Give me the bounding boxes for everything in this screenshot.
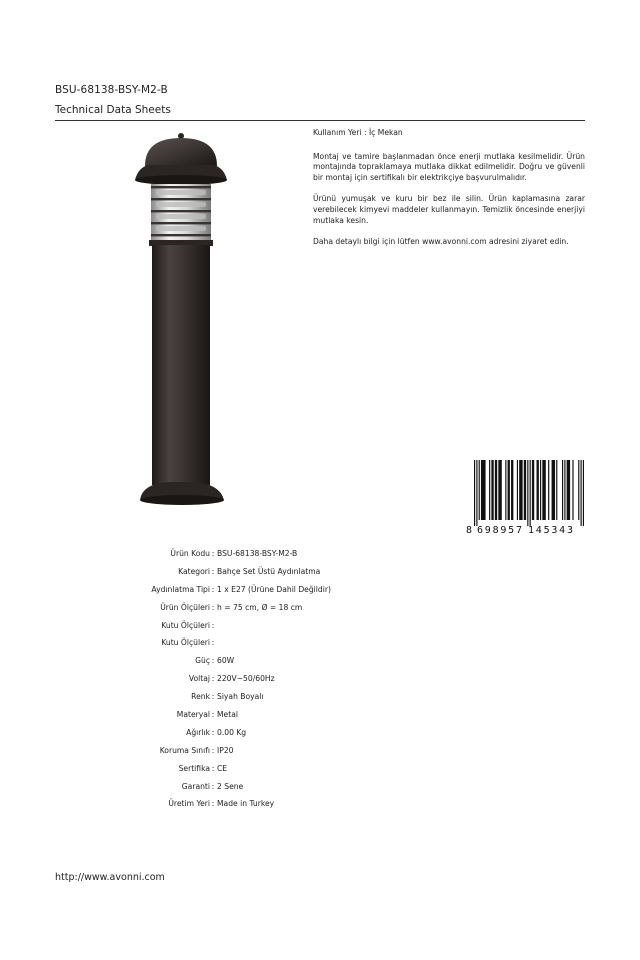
barcode-guard-bar [527, 460, 528, 526]
info-text-block [313, 128, 585, 258]
spec-value: BSU-68138-BSY-M2-B [217, 549, 298, 558]
spec-label: Kutu Ölçüleri [161, 620, 210, 630]
spec-row [60, 634, 420, 652]
spec-value: IP20 [217, 745, 234, 755]
spec-separator: : [211, 566, 215, 576]
barcode-bar [508, 460, 510, 520]
barcode-bar [537, 460, 539, 520]
spec-label: Ürün Ölçüleri [160, 602, 210, 612]
spec-value: Metal [217, 710, 238, 720]
barcode-lead-digit: 8 [466, 525, 473, 535]
barcode-bar [532, 460, 534, 520]
barcode-guard-bar [583, 460, 584, 526]
spec-value: 1 x E27 (Ürüne Dahil Değildir) [217, 584, 331, 594]
spec-label: Aydınlatma Tipi [151, 584, 210, 594]
barcode-bar [489, 460, 490, 520]
spec-label: Güç [195, 656, 210, 666]
barcode-bar [562, 460, 563, 520]
barcode-bar [495, 460, 497, 520]
product-code-title: BSU-68138-BSY-M2-B [55, 84, 168, 96]
barcode-bar [556, 460, 557, 520]
barcode-bars [474, 460, 584, 526]
spec-value [216, 634, 420, 652]
spec-row [60, 760, 420, 778]
spec-separator: : [211, 602, 215, 612]
barcode-bar [524, 460, 526, 520]
barcode-bar [505, 460, 506, 520]
barcode-right-digits: 145343 [528, 525, 573, 535]
barcode [465, 460, 585, 535]
spec-value [216, 617, 420, 635]
barcode-bar [491, 460, 493, 520]
spec-separator: : [211, 638, 215, 648]
spec-value: CE [217, 763, 228, 773]
barcode-bar [564, 460, 565, 520]
spec-separator: : [211, 584, 215, 594]
barcode-guard-bar [581, 460, 582, 526]
spec-separator: : [211, 710, 215, 720]
spec-label: Kategori [178, 566, 210, 576]
spec-row [60, 563, 420, 581]
usage-location: Kullanım Yeri : İç Mekan [313, 128, 403, 137]
spec-value: Made in Turkey [217, 799, 275, 809]
spec-row [60, 688, 420, 706]
barcode-bar [540, 460, 541, 520]
spec-row [60, 599, 420, 617]
barcode-left-digits: 698957 [477, 525, 522, 535]
barcode-bar [517, 460, 518, 520]
spec-value: 60W [217, 656, 235, 666]
spec-label: Kutu Ölçüleri [161, 638, 210, 648]
spec-row [60, 670, 420, 688]
spec-separator: : [211, 549, 215, 558]
barcode-bar [481, 460, 486, 520]
spec-row [60, 724, 420, 742]
spec-row [60, 617, 420, 635]
spec-separator: : [211, 799, 215, 809]
spec-separator: : [211, 781, 215, 791]
barcode-guard-bar [530, 460, 531, 526]
spec-label: Materyal [176, 710, 210, 720]
spec-row [60, 778, 420, 796]
spec-value: 2 Sene [217, 781, 244, 791]
spec-value: h = 75 cm, Ø = 18 cm [217, 602, 303, 612]
spec-separator: : [211, 620, 215, 630]
spec-row [60, 706, 420, 724]
barcode-bar [548, 460, 549, 520]
barcode-guard-bar [476, 460, 477, 526]
barcode-bar [498, 460, 501, 520]
spec-row [60, 581, 420, 599]
barcode-bar [542, 460, 545, 520]
spec-label: Koruma Sınıfı [159, 745, 210, 755]
barcode-bar [479, 460, 480, 520]
spec-label: Sertifika [178, 763, 210, 773]
spec-separator: : [211, 727, 215, 737]
barcode-guard-bar [474, 460, 475, 526]
spec-value: 0.00 Kg [217, 727, 247, 737]
info-paragraph: Montaj ve tamire başlanmadan önce enerji mutlaka kesilmelidir. Ürün montajında topraklamaya mutlaka dikkat edilmelidir. Doğru ve güvenli bir montaj için sertifikalı bir elektrikçiye başvurulmalıdır. [313, 151, 585, 183]
spec-label: Renk [191, 692, 210, 702]
info-paragraph: Ürünü yumuşak ve kuru bir bez ile silin. Ürün kaplamasına zarar verebilecek kimyevi maddeler kullanmayın. Temizlik öncesinde enerjiyi mutlaka kesin. [313, 194, 585, 225]
footer-website-link[interactable]: http://www.avonni.com [55, 872, 165, 883]
spec-separator: : [211, 763, 215, 773]
spec-label: Voltaj [188, 674, 210, 684]
spec-value: Siyah Boyalı [217, 692, 264, 702]
barcode-bar [572, 460, 573, 520]
spec-value: Bahçe Set Üstü Aydınlatma [217, 566, 321, 576]
barcode-bar [552, 460, 555, 520]
spec-separator: : [211, 656, 215, 666]
document-subtitle: Technical Data Sheets [55, 104, 171, 116]
header-divider [55, 120, 585, 121]
spec-row [60, 795, 420, 813]
spec-row [60, 545, 420, 563]
spec-separator: : [211, 745, 215, 755]
barcode-bar [578, 460, 579, 520]
spec-row [60, 652, 420, 670]
bollard-lamp-image [128, 132, 238, 507]
spec-row [60, 742, 420, 760]
spec-label: Ağırlık [186, 727, 210, 737]
spec-separator: : [211, 674, 215, 684]
barcode-bar [567, 460, 570, 520]
spec-value: 220V~50/60Hz [217, 674, 275, 684]
spec-label: Ürün Kodu [170, 549, 210, 558]
spec-label: Garanti [181, 781, 210, 791]
spec-separator: : [211, 692, 215, 702]
spec-table [60, 545, 420, 813]
document-header [55, 84, 585, 121]
info-paragraph: Daha detaylı bilgi için lütfen www.avonni.com adresini ziyaret edin. [313, 237, 569, 247]
barcode-bar [511, 460, 513, 520]
barcode-bar [519, 460, 522, 520]
spec-label: Üretim Yeri [168, 799, 210, 809]
